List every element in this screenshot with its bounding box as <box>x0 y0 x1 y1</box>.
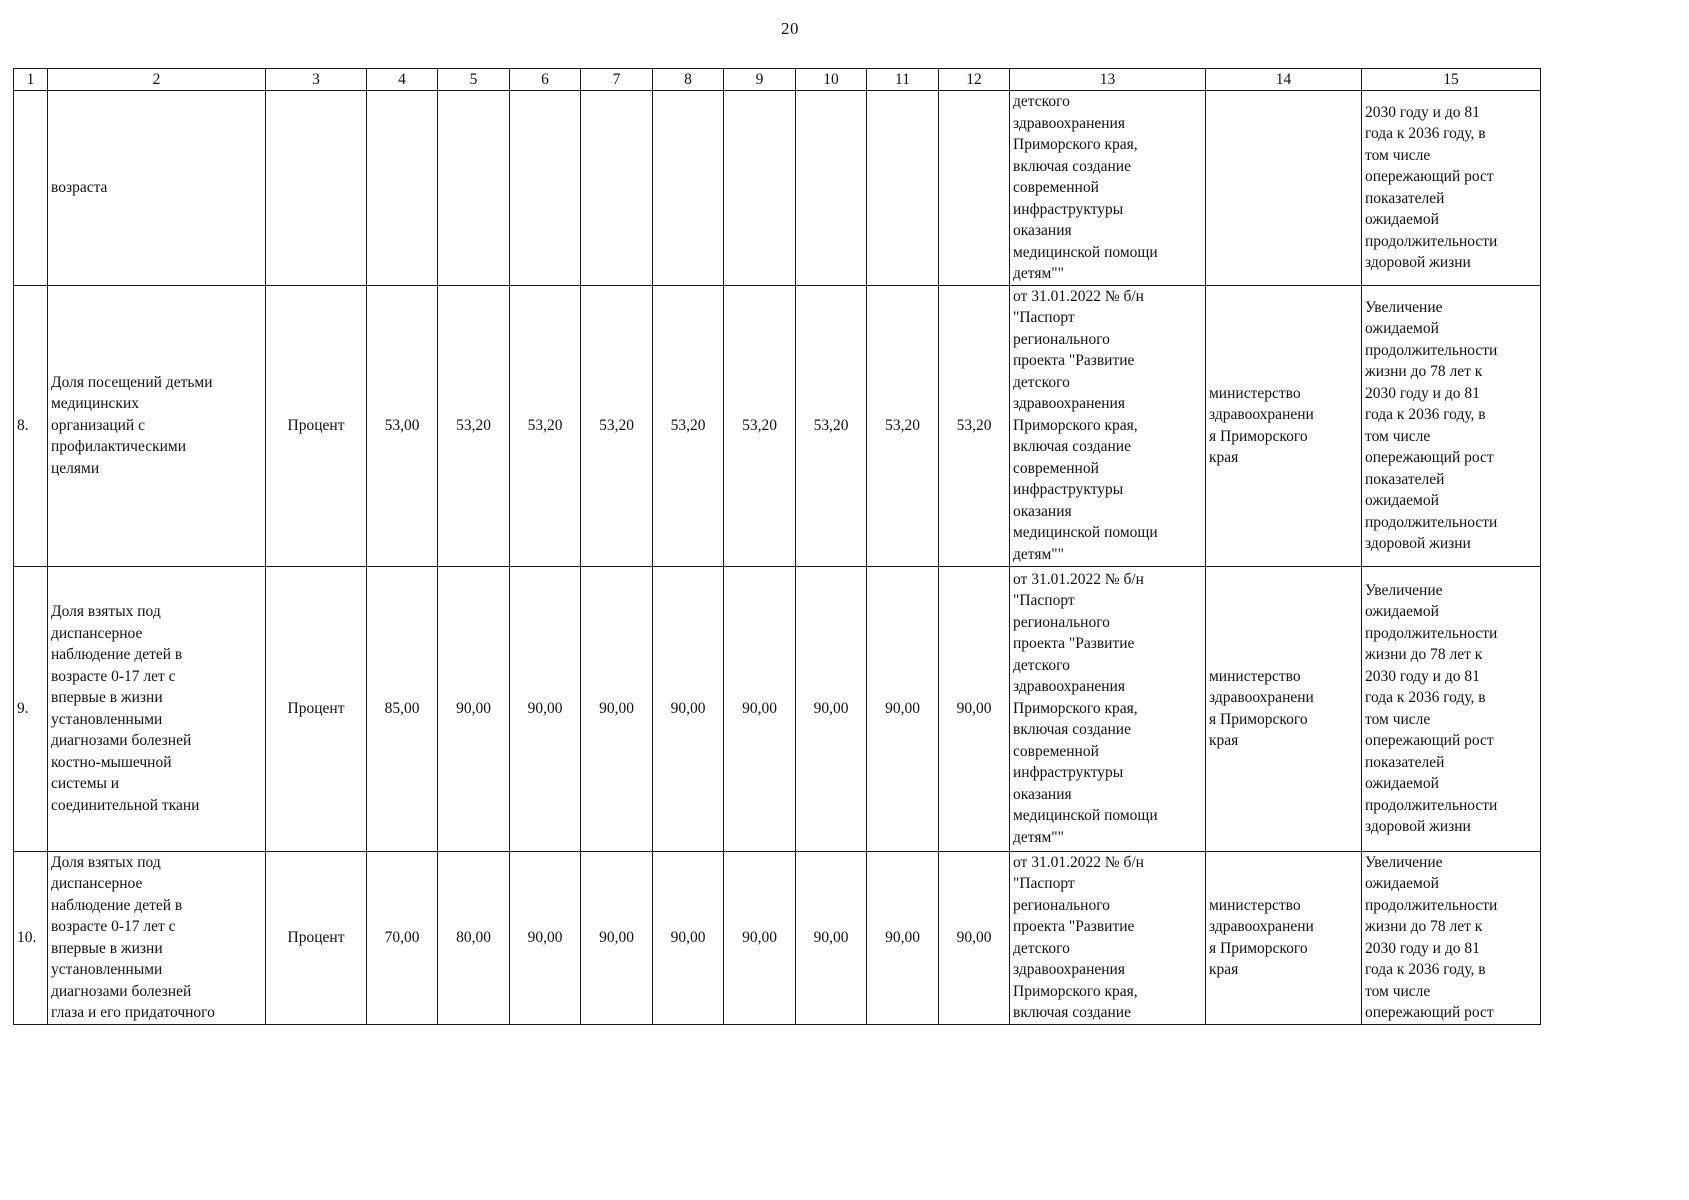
value-cell: 53,20 <box>438 285 510 566</box>
value-cell <box>796 91 867 286</box>
responsible-body <box>1206 91 1362 286</box>
value-cell: 85,00 <box>367 566 438 851</box>
value-cell: 90,00 <box>653 566 724 851</box>
table-row <box>14 91 1541 286</box>
row-index: 8. <box>14 285 48 566</box>
column-header: 13 <box>1010 69 1206 91</box>
indicator-name: Доля посещений детьми медицинских организаций с профилактическими целями <box>48 285 266 566</box>
goal-description: Увеличение ожидаемой продолжительности жизни до 78 лет к 2030 году и до 81 года к 2036 году, в том числе опережающий рост показателей ожидаемой продолжительности здоровой жизни <box>1362 285 1541 566</box>
value-cell: 90,00 <box>796 851 867 1024</box>
value-cell: 90,00 <box>581 566 653 851</box>
value-cell: 90,00 <box>939 851 1010 1024</box>
responsible-body: министерство здравоохранени я Приморского края <box>1206 566 1362 851</box>
column-header: 11 <box>867 69 939 91</box>
column-header: 14 <box>1206 69 1362 91</box>
value-cell: 53,20 <box>939 285 1010 566</box>
value-cell: 90,00 <box>867 851 939 1024</box>
value-cell <box>939 91 1010 286</box>
basis-document: от 31.01.2022 № б/н "Паспорт регионального проекта "Развитие детского здравоохранения Приморского края, включая создание современной инфраструктуры оказания медицинской помощи детям"" <box>1010 566 1206 851</box>
value-cell: 70,00 <box>367 851 438 1024</box>
indicator-name: возраста <box>48 91 266 286</box>
column-header: 9 <box>724 69 796 91</box>
value-cell: 90,00 <box>510 851 581 1024</box>
column-header: 10 <box>796 69 867 91</box>
column-header: 6 <box>510 69 581 91</box>
basis-document: от 31.01.2022 № б/н "Паспорт регионального проекта "Развитие детского здравоохранения Приморского края, включая создание современной инфраструктуры оказания медицинской помощи детям"" <box>1010 285 1206 566</box>
value-cell: 90,00 <box>653 851 724 1024</box>
value-cell: 53,20 <box>653 285 724 566</box>
row-index: 9. <box>14 566 48 851</box>
responsible-body: министерство здравоохранени я Приморского края <box>1206 851 1362 1024</box>
value-cell: 53,20 <box>796 285 867 566</box>
value-cell: 90,00 <box>939 566 1010 851</box>
value-cell: 90,00 <box>724 851 796 1024</box>
value-cell <box>867 91 939 286</box>
unit: Процент <box>266 566 367 851</box>
value-cell: 53,20 <box>510 285 581 566</box>
table-row <box>14 851 1541 1024</box>
unit: Процент <box>266 851 367 1024</box>
value-cell: 90,00 <box>724 566 796 851</box>
column-header: 12 <box>939 69 1010 91</box>
value-cell: 53,20 <box>867 285 939 566</box>
column-header: 1 <box>14 69 48 91</box>
table-row <box>14 285 1541 566</box>
value-cell <box>581 91 653 286</box>
column-number-header <box>14 69 1541 91</box>
column-header: 7 <box>581 69 653 91</box>
value-cell: 90,00 <box>510 566 581 851</box>
value-cell <box>438 91 510 286</box>
value-cell <box>724 91 796 286</box>
row-index <box>14 91 48 286</box>
column-header: 2 <box>48 69 266 91</box>
column-header: 4 <box>367 69 438 91</box>
goal-description: Увеличение ожидаемой продолжительности жизни до 78 лет к 2030 году и до 81 года к 2036 году, в том числе опережающий рост <box>1362 851 1541 1024</box>
value-cell <box>653 91 724 286</box>
basis-document: от 31.01.2022 № б/н "Паспорт регионального проекта "Развитие детского здравоохранения Приморского края, включая создание <box>1010 851 1206 1024</box>
value-cell: 90,00 <box>867 566 939 851</box>
goal-description: Увеличение ожидаемой продолжительности жизни до 78 лет к 2030 году и до 81 года к 2036 году, в том числе опережающий рост показателей ожидаемой продолжительности здоровой жизни <box>1362 566 1541 851</box>
value-cell: 53,20 <box>581 285 653 566</box>
goal-description: 2030 году и до 81 года к 2036 году, в том числе опережающий рост показателей ожидаемой продолжительности здоровой жизни <box>1362 91 1541 286</box>
indicator-name: Доля взятых под диспансерное наблюдение детей в возрасте 0-17 лет с впервые в жизни установленными диагнозами болезней глаза и его придаточного <box>48 851 266 1024</box>
page-number: 20 <box>781 19 799 38</box>
indicators-table <box>13 68 1541 1025</box>
value-cell: 90,00 <box>581 851 653 1024</box>
table-row <box>14 566 1541 851</box>
value-cell <box>367 91 438 286</box>
unit <box>266 91 367 286</box>
value-cell: 90,00 <box>438 566 510 851</box>
column-header: 15 <box>1362 69 1541 91</box>
indicator-name: Доля взятых под диспансерное наблюдение детей в возрасте 0-17 лет с впервые в жизни установленными диагнозами болезней костно-мышечной системы и соединительной ткани <box>48 566 266 851</box>
column-header: 5 <box>438 69 510 91</box>
column-header: 3 <box>266 69 367 91</box>
row-index: 10. <box>14 851 48 1024</box>
column-header: 8 <box>653 69 724 91</box>
value-cell: 53,00 <box>367 285 438 566</box>
value-cell <box>510 91 581 286</box>
basis-document: детского здравоохранения Приморского края, включая создание современной инфраструктуры оказания медицинской помощи детям"" <box>1010 91 1206 286</box>
responsible-body: министерство здравоохранени я Приморского края <box>1206 285 1362 566</box>
value-cell: 80,00 <box>438 851 510 1024</box>
value-cell: 53,20 <box>724 285 796 566</box>
value-cell: 90,00 <box>796 566 867 851</box>
unit: Процент <box>266 285 367 566</box>
